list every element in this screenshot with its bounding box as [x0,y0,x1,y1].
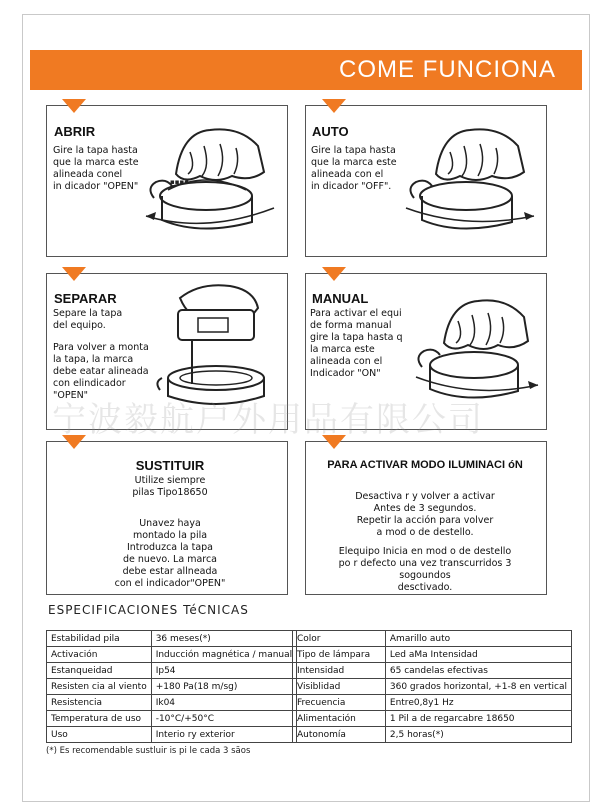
step-text-sustituir-2: Unavez haya montado la pila Introduzca la tapa de nuevo. La marca debe estar allneada con el indicador"OPEN" [114,518,226,589]
spec-row [47,695,297,711]
spec-row [293,727,572,743]
step-title-separar: SEPARAR [54,291,117,306]
step-title-sustituir: SUSTITUIR [135,458,205,473]
spec-row [293,663,572,679]
step-title-abrir: ABRIR [54,124,96,139]
spec-row [47,663,297,679]
step-title-auto: AUTO [312,124,349,139]
spec-label: Visiblidad [293,679,386,695]
step-text-separar-2: Para volver a monta la tapa, la marca debe eatar alineada con elindicador "OPEN" [53,342,149,401]
step-text-manual: Para activar el equi de forma manual gire la tapa hasta q la marca este alineada con el Indicador "ON" [310,308,403,379]
svg-text:▪▪▪▪: ▪▪▪▪ [170,178,189,186]
hand-turning-lid-icon [400,112,542,252]
spec-row [293,695,572,711]
step-title-modo: PARA ACTIVAR MODO ILUMINACI óN [327,459,523,471]
spec-label: Resisten cia al viento [47,679,152,695]
step-text-auto: Gire la tapa hasta que la marca este alineada con el in dicador "OFF". [311,145,397,192]
spec-row [47,727,297,743]
step-text-abrir: Gire la tapa hasta que la marca este alineada conel in dicador "OPEN" [53,145,139,192]
spec-value: 65 candelas efectivas [385,663,571,679]
step-title-manual: MANUAL [312,291,369,306]
spec-label: Resistencia [47,695,152,711]
spec-row [293,631,572,647]
spec-row [47,647,297,663]
step-marker-icon [62,99,86,113]
page-title: COME FUNCIONA [339,56,556,83]
spec-value: Ik04 [151,695,296,711]
spec-label: Estanqueidad [47,663,152,679]
spec-row [293,647,572,663]
spec-value: 2,5 horas(*) [385,727,571,743]
spec-value: 360 grados horizontal, +1-8 en vertical [385,679,571,695]
spec-row [47,631,297,647]
specs-table-right [292,630,572,743]
spec-label: Alimentación [293,711,386,727]
spec-value: 1 Pil a de regarcabre 18650 [385,711,571,727]
spec-row [293,711,572,727]
spec-row [47,711,297,727]
specs-footnote: (*) Es recomendable sustluir is pi le cada 3 sãos [46,746,251,756]
step-marker-icon [322,99,346,113]
spec-label: Activación [47,647,152,663]
spec-value: Ip54 [151,663,296,679]
step-marker-icon [62,267,86,281]
spec-value: +180 Pa(18 m/sg) [151,679,296,695]
header-banner [30,50,582,90]
spec-value: Entre0,8y1 Hz [385,695,571,711]
watermark-text: 宁波毅航户外用品有限公司 [52,400,484,440]
spec-label: Tipo de lámpara [293,647,386,663]
hand-turning-lid-icon [140,112,282,252]
step-text-modo-2: Elequipo Inicia en mod o de destello po r defecto una vez transcurridos 3 sogoundos desctivado. [338,546,512,593]
spec-label: Uso [47,727,152,743]
spec-label: Color [293,631,386,647]
step-text-modo-1: Desactiva r y volver a activar Antes de 3 segundos. Repetir la acción para volver a mod o de destello. [355,491,495,538]
spec-value: 36 meses(*) [151,631,296,647]
spec-label: Autonomía [293,727,386,743]
spec-value: Inducción magnética / manual [151,647,296,663]
specs-title: ESPECIFICACIONES TéCNICAS [48,603,249,617]
spec-label: Frecuencia [293,695,386,711]
step-text-separar-1: Separe la tapa del equipo. [53,308,123,331]
spec-label: Temperatura de uso [47,711,152,727]
spec-value: Amarillo auto [385,631,571,647]
spec-value: Interio ry exterior [151,727,296,743]
spec-value: Led aMa Intensidad [385,647,571,663]
step-text-sustituir-1: Utilize siempre pilas Tipo18650 [132,475,208,498]
spec-row [293,679,572,695]
step-marker-icon [322,267,346,281]
spec-label: Estabilidad pila [47,631,152,647]
specs-table-left [46,630,297,743]
spec-label: Intensidad [293,663,386,679]
spec-row [47,679,297,695]
spec-value: -10°C/+50°C [151,711,296,727]
